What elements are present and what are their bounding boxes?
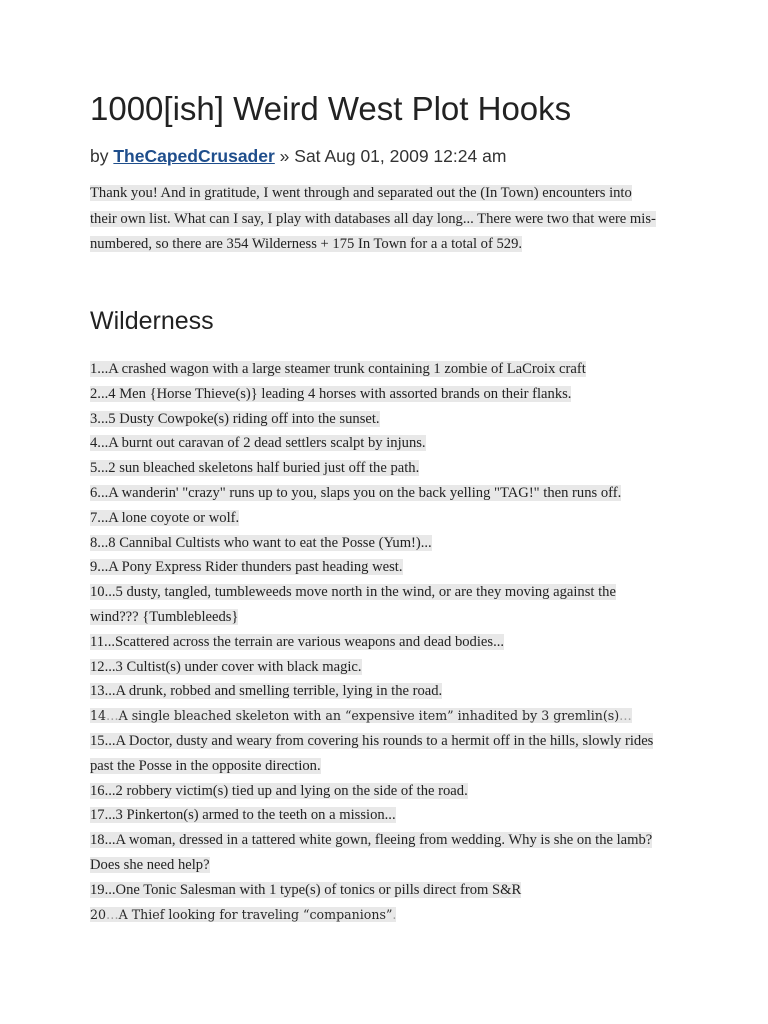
list-item: [90, 655, 680, 680]
list-item-text: 9...A Pony Express Rider thunders past heading west.: [90, 559, 403, 576]
page-title: 1000[ish] Weird West Plot Hooks: [90, 90, 572, 127]
list-item: [90, 903, 680, 928]
list-item-text: 6...A wanderin' "crazy" runs up to you, slaps you on the back yelling "TAG!" then runs off.: [90, 484, 622, 501]
intro-paragraph: [90, 181, 680, 258]
list-item-text: 4...A burnt out caravan of 2 dead settlers scalpt by injuns.: [90, 435, 426, 452]
list-item-number: 20: [90, 906, 107, 922]
list-item: [90, 630, 680, 655]
list-item-text: 11...Scattered across the terrain are various weapons and dead bodies...: [90, 633, 505, 650]
wilderness-list: [90, 357, 680, 927]
list-item-tail: .: [392, 906, 397, 922]
list-item: [90, 828, 680, 878]
list-item: [90, 456, 680, 481]
list-item: [90, 704, 680, 729]
list-item: [90, 481, 680, 506]
list-item: [90, 431, 680, 456]
list-item-text: 1...A crashed wagon with a large steamer trunk containing 1 zombie of LaCroix craft: [90, 361, 586, 377]
list-item-text: 13...A drunk, robbed and smelling terrible, lying in the road.: [90, 683, 443, 700]
list-item-continuation: wind??? {Tumblebleeds}: [90, 608, 239, 625]
list-item-text: 8...8 Cannibal Cultists who want to eat the Posse (Yum!)...: [90, 534, 432, 551]
list-item-text: 5...2 sun bleached skeletons half buried just off the path.: [90, 460, 420, 477]
list-item-text: 18...A woman, dressed in a tattered white gown, fleeing from wedding. Why is she on the lamb?: [90, 832, 653, 849]
list-item-text: A single bleached skeleton with an “expensive item” inhadited by 3 gremlin(s): [118, 708, 620, 724]
list-item-text: A Thief looking for traveling “companions”: [118, 906, 393, 922]
list-item: [90, 679, 680, 704]
intro-line: Thank you! And in gratitude, I went through and separated out the (In Town) encounters into: [90, 185, 632, 201]
list-item-continuation: Does she need help?: [90, 856, 210, 873]
list-item-number: 14: [90, 708, 107, 724]
list-item: [90, 779, 680, 804]
list-item-tail: …: [619, 708, 632, 724]
list-item-dots: …: [106, 906, 119, 922]
list-item-text: 16...2 robbery victim(s) tied up and lying on the side of the road.: [90, 782, 468, 799]
list-item: [90, 531, 680, 556]
section-heading-wilderness: Wilderness: [90, 307, 214, 335]
byline-prefix: by: [90, 146, 109, 166]
list-item: [90, 407, 680, 432]
byline-separator: »: [279, 146, 290, 166]
list-item-dots: …: [106, 708, 119, 724]
intro-line: their own list. What can I say, I play with databases all day long... There were two that were mis-: [90, 210, 656, 227]
list-item: [90, 382, 680, 407]
intro-line: numbered, so there are 354 Wilderness + 175 In Town for a a total of 529.: [90, 236, 523, 252]
list-item: [90, 878, 680, 903]
list-item-text: 15...A Doctor, dusty and weary from covering his rounds to a hermit off in the hills, slowly rides: [90, 732, 654, 749]
list-item: [90, 580, 680, 630]
list-item: [90, 803, 680, 828]
list-item-text: 2...4 Men {Horse Thieve(s)} leading 4 horses with assorted brands on their flanks.: [90, 385, 572, 402]
list-item-text: 10...5 dusty, tangled, tumbleweeds move north in the wind, or are they moving against the: [90, 584, 616, 601]
list-item-text: 12...3 Cultist(s) under cover with black magic.: [90, 658, 362, 675]
author-link[interactable]: TheCapedCrusader: [113, 146, 275, 166]
list-item-text: 7...A lone coyote or wolf.: [90, 509, 240, 526]
list-item: [90, 729, 680, 779]
list-item: [90, 506, 680, 531]
list-item-continuation: past the Posse in the opposite direction.: [90, 757, 321, 774]
list-item-text: 3...5 Dusty Cowpoke(s) riding off into the sunset.: [90, 410, 380, 427]
post-byline: [90, 146, 506, 167]
list-item-text: 19...One Tonic Salesman with 1 type(s) of tonics or pills direct from S&R: [90, 881, 522, 898]
list-item: [90, 357, 680, 382]
list-item-text: 17...3 Pinkerton(s) armed to the teeth on a mission...: [90, 807, 396, 824]
post-date: Sat Aug 01, 2009 12:24 am: [294, 146, 507, 166]
list-item: [90, 555, 680, 580]
